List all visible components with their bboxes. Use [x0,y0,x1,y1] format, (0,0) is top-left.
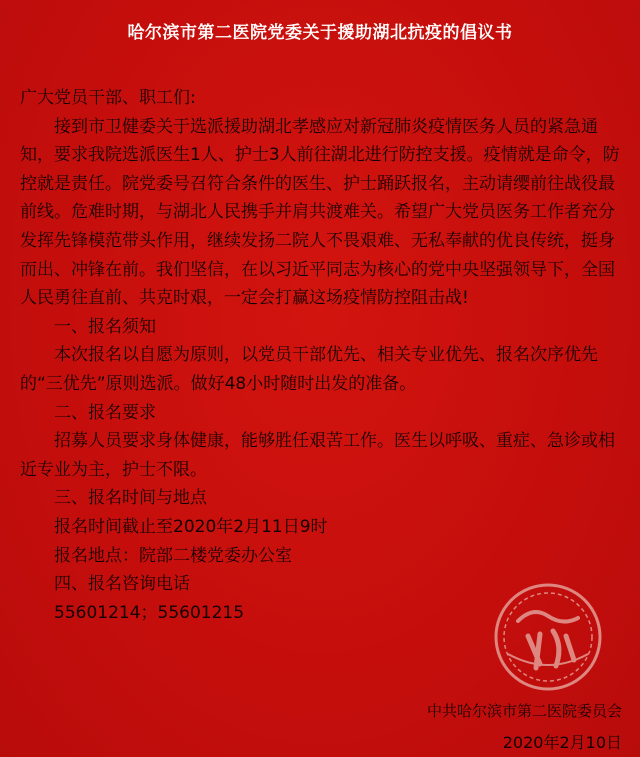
section-heading-1: 一、报名须知 [54,316,156,337]
signup-deadline: 报名时间截止至2020年2月11日9时 [54,516,328,537]
body-paragraph: 接到市卫健委关于选派援助湖北孝感应对新冠肺炎疫情医务人员的紧急通知，要求我院选派医生1人、护士3人前往湖北进行防控支援。疫情就是命令，防控就是责任。院党委号召符合条件的医生、护士踊跃报名，主动请缨前往战役最前线。危难时期，与湖北人民携手并肩共渡难关。希望广大党员医务工作者充分发挥先锋模范带头作用，继续发扬二院人不畏艰难、无私奉献的优良传统，挺身而出、冲锋在前。我们坚信，在以习近平同志为核心的党中央坚强领导下，全国人民勇往直前、共克时艰，一定会打赢这场疫情防控阻击战! [20,116,620,309]
section-heading-3: 三、报名时间与地点 [54,488,207,509]
section-text-2: 招募人员要求身体健康，能够胜任艰苦工作。医生以呼吸、重症、急诊或相近专业为主，护士不限。 [20,431,615,480]
greeting: 广大党员干部、职工们: [20,88,196,108]
section-heading-4: 四、报名咨询电话 [54,574,190,595]
section-text-1: 本次报名以自愿为原则，以党员干部优先、相关专业优先、报名次序优先的“三优先”原则选派。做好48小时随时出发的准备。 [20,345,598,394]
document-body [20,84,624,627]
signature-date: 2020年2月10日 [502,733,622,752]
signup-location: 报名地点：院部二楼党委办公室 [54,545,292,566]
phone-numbers: 55601214；55601215 [54,602,245,623]
signature-organization: 中共哈尔滨市第二医院委员会 [426,702,622,720]
section-heading-2: 二、报名要求 [54,402,156,423]
document-title: 哈尔滨市第二医院党委关于援助湖北抗疫的倡议书 [127,23,513,43]
watermark-seal-icon [478,576,618,698]
